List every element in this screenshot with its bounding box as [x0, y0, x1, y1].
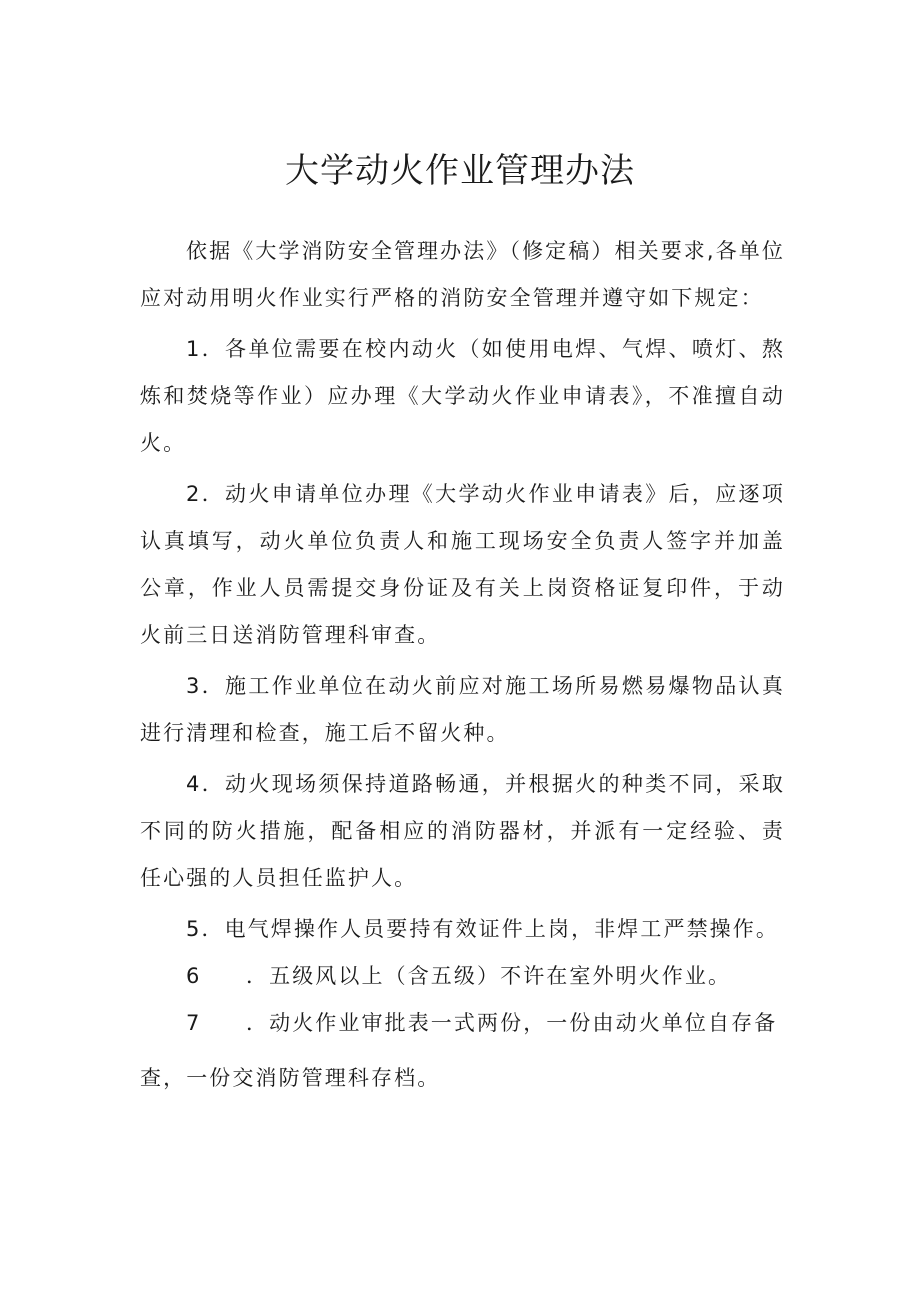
item-6 — [140, 953, 785, 1000]
item-number: 2 — [186, 482, 202, 506]
intro-paragraph: 依据《大学消防安全管理办法》（修定稿）相关要求,各单位应对动用明火作业实行严格的消防安全管理并遵守如下规定： — [140, 239, 785, 310]
item-text: ．施工作业单位在动火前应对施工场所易燃易爆物品认真进行清理和检查，施工后不留火种。 — [140, 674, 785, 745]
document-body — [140, 228, 785, 1102]
item-number: 4 — [186, 772, 202, 796]
item-3 — [140, 663, 785, 757]
item-text: ．动火申请单位办理《大学动火作业申请表》后，应逐项认真填写，动火单位负责人和施工现场安全负责人签字并加盖公章，作业人员需提交身份证及有关上岗资格证复印件，于动火前三日送消防管理科审查。 — [140, 482, 785, 647]
item-number: 1 — [186, 337, 202, 361]
item-7 — [140, 1000, 785, 1102]
item-number: 6 — [186, 964, 202, 988]
item-2 — [140, 471, 785, 659]
item-number: 7 — [186, 1011, 202, 1035]
item-text: ．各单位需要在校内动火（如使用电焊、气焊、喷灯、熬炼和焚烧等作业）应办理《大学动火作业申请表》，不准擅自动火。 — [140, 337, 785, 455]
document-title: 大学动火作业管理办法 — [285, 151, 635, 191]
item-1 — [140, 326, 785, 467]
item-text: ．动火作业审批表一式两份，一份由动火单位自存备 — [246, 1011, 778, 1035]
item-text: ．电气焊操作人员要持有效证件上岗，非焊工严禁操作。 — [201, 917, 779, 941]
item-text-continued: 查，一份交消防管理科存档。 — [140, 1066, 441, 1090]
item-text: ．动火现场须保持道路畅通，并根据火的种类不同，采取不同的防火措施，配备相应的消防器材，并派有一定经验、责任心强的人员担任监护人。 — [140, 772, 785, 890]
item-text: ．五级风以上（含五级）不许在室外明火作业。 — [246, 964, 732, 988]
item-5 — [140, 906, 785, 953]
item-4 — [140, 761, 785, 902]
item-number: 3 — [186, 674, 202, 698]
item-number: 5 — [186, 917, 202, 941]
